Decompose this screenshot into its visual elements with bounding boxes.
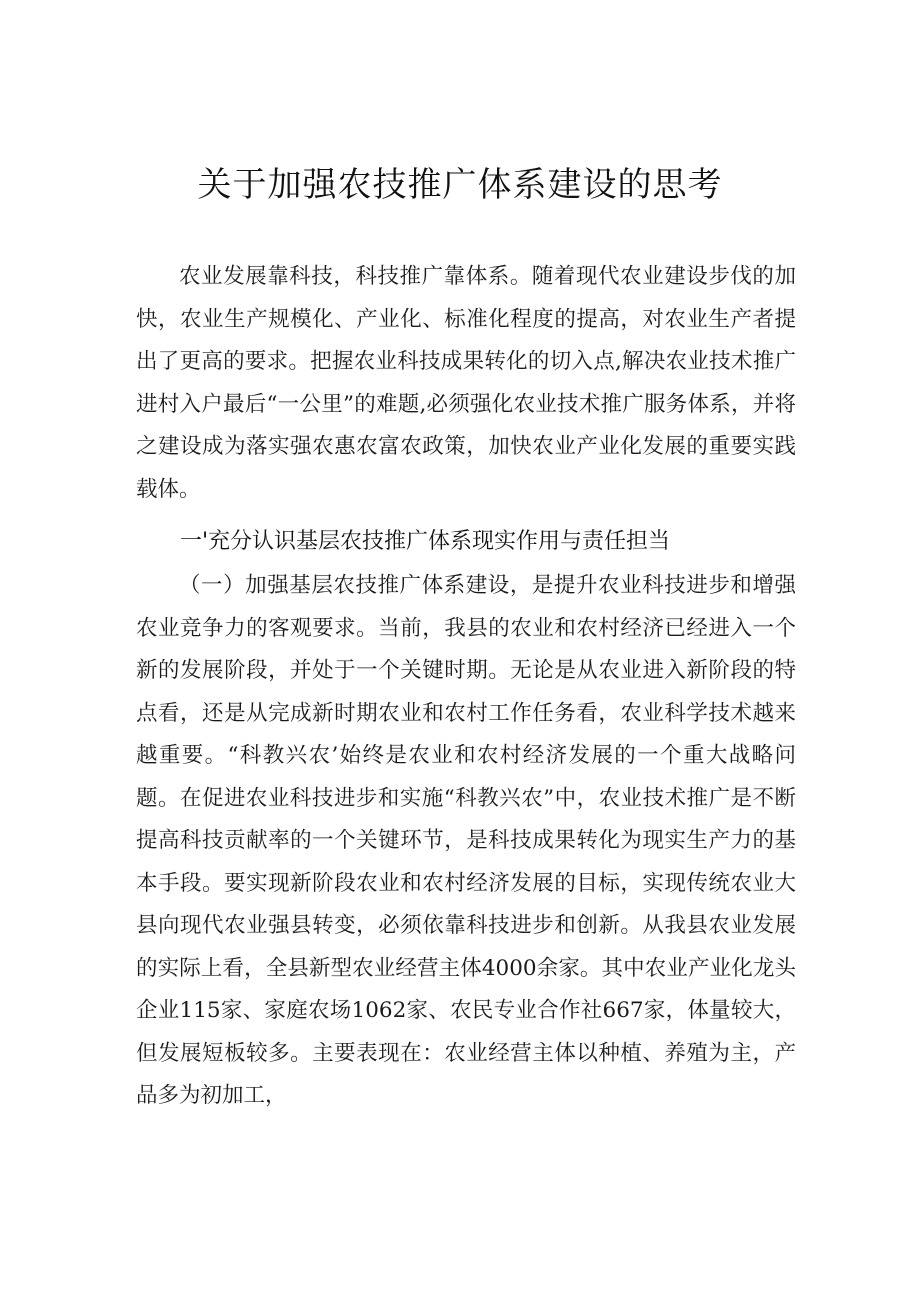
document-title: 关于加强农技推广体系建设的思考: [197, 165, 723, 205]
section-1-paragraph-1: （一）加强基层农技推广体系建设，是提升农业科技进步和增强农业竞争力的客观要求。当前，我县的农业和农村经济已经进入一个新的发展阶段，并处于一个关键时期。无论是从农业进入新阶段的特点看，还是从完成新时期农业和农村工作任务看，农业科学技术越来越重要。“科教兴农’始终是农业和农村经济发展的一个重大战略问题。在促进农业科技进步和实施“科教兴农”中，农业技术推广是不断提高科技贡献率的一个关键环节，是科技成果转化为现实生产力的基本手段。要实现新阶段农业和农村经济发展的目标，实现传统农业大县向现代农业强县转变，必须依靠科技进步和创新。从我县农业发展的实际上看，全县新型农业经营主体4000余家。其中农业产业化龙头企业115家、家庭农场1062家、农民专业合作社667家，体量较大，但发展短板较多。主要表现在：农业经营主体以种植、养殖为主，产品多为初加工，: [136, 573, 796, 1108]
section-heading-1: 一'充分认识基层农技推广体系现实作用与责任担当: [180, 529, 671, 554]
intro-paragraph: 农业发展靠科技，科技推广靠体系。随着现代农业建设步伐的加快，农业生产规模化、产业化、标准化程度的提高，对农业生产者提出了更高的要求。把握农业科技成果转化的切入点,解决农业技术推广进村入户最后“一公里”的难题,必须强化农业技术推广服务体系，并将之建设成为落实强农惠农富农政策，加快农业产业化发展的重要实践载体。: [136, 264, 796, 502]
